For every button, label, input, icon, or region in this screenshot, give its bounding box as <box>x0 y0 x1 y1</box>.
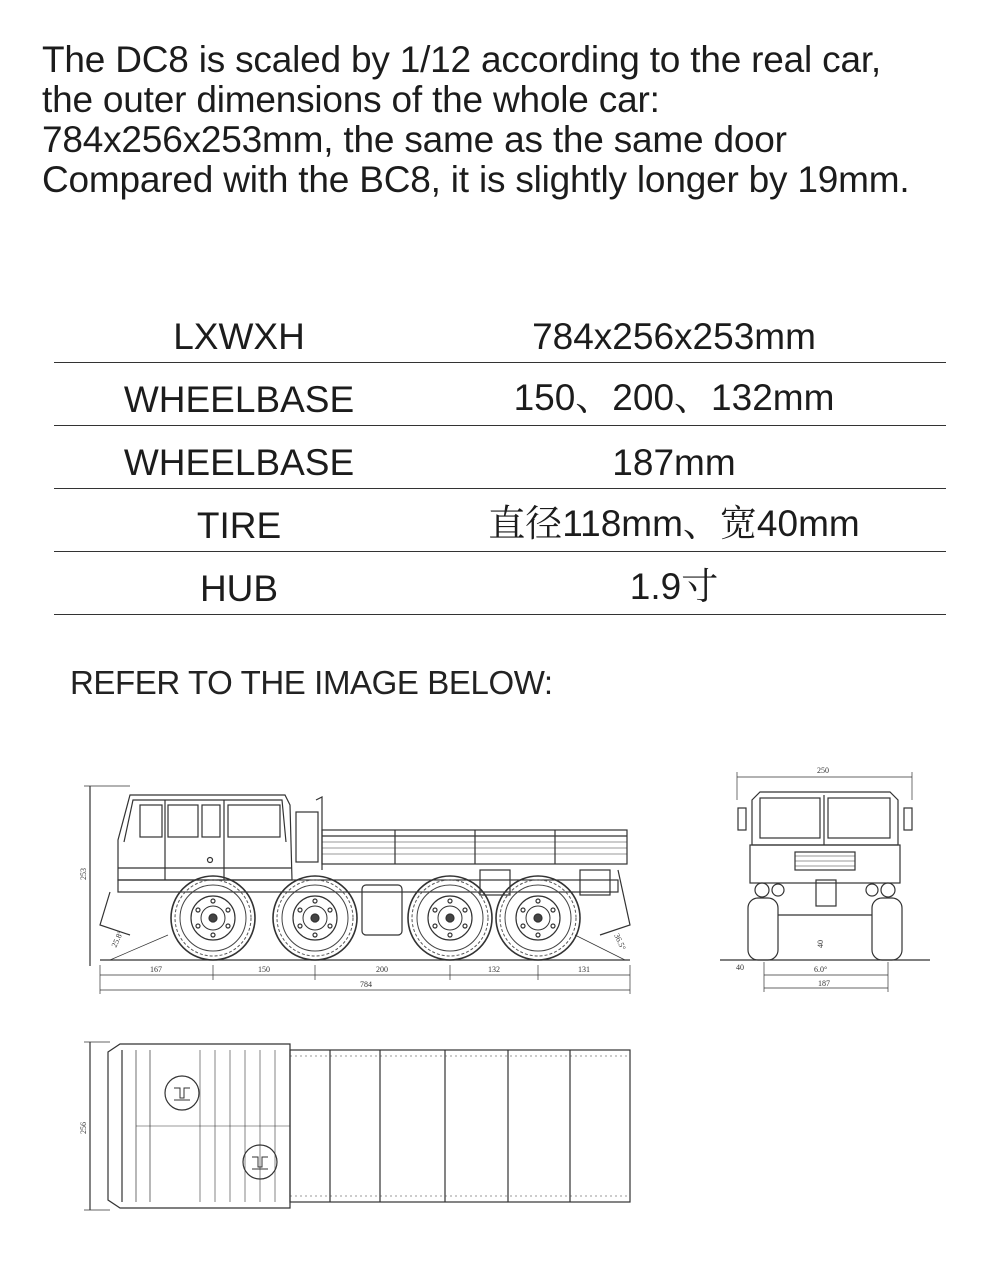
spec-label: LXWXH <box>173 316 305 357</box>
front-hub-label: 6.0° <box>814 965 828 974</box>
side-view-drawing <box>84 786 630 994</box>
side-dim-5: 131 <box>578 965 590 974</box>
front-top-width: 250 <box>817 766 829 775</box>
side-dim-3: 200 <box>376 965 388 974</box>
side-angle-front: 25.8° <box>109 929 126 949</box>
refer-caption: REFER TO THE IMAGE BELOW: <box>70 664 553 701</box>
top-view-drawing <box>84 1042 630 1210</box>
side-angle-rear: 36.5° <box>612 932 628 952</box>
top-width-label: 256 <box>79 1122 88 1134</box>
front-view-drawing <box>720 772 930 992</box>
side-dim-1: 167 <box>150 965 162 974</box>
spec-value: 1.9寸 <box>629 566 719 607</box>
spec-value: 784x256x253mm <box>532 316 816 357</box>
spec-label: WHEELBASE <box>123 379 355 420</box>
side-dim-2: 150 <box>258 965 270 974</box>
side-total-length: 784 <box>360 980 372 989</box>
side-dim-4: 132 <box>488 965 500 974</box>
spec-label: TIRE <box>196 505 282 546</box>
front-ground-label: 40 <box>736 963 744 972</box>
front-tire-width: 40 <box>816 940 825 948</box>
front-track-label: 187 <box>818 979 830 988</box>
intro-line-4: Compared with the BC8, it is slightly longer by 19mm. <box>42 159 910 200</box>
spec-label: WHEELBASE <box>123 442 355 483</box>
intro-line-3: 784x256x253mm, the same as the same door <box>42 119 787 160</box>
spec-value: 187mm <box>612 442 736 483</box>
spec-value: 150、200、132mm <box>513 377 835 418</box>
intro-line-1: The DC8 is scaled by 1/12 according to the real car, <box>42 39 881 80</box>
side-height-label: 253 <box>79 868 88 880</box>
intro-line-2: the outer dimensions of the whole car: <box>42 79 660 120</box>
spec-label: HUB <box>199 568 279 609</box>
spec-value: 直径118mm、宽40mm <box>488 503 860 544</box>
